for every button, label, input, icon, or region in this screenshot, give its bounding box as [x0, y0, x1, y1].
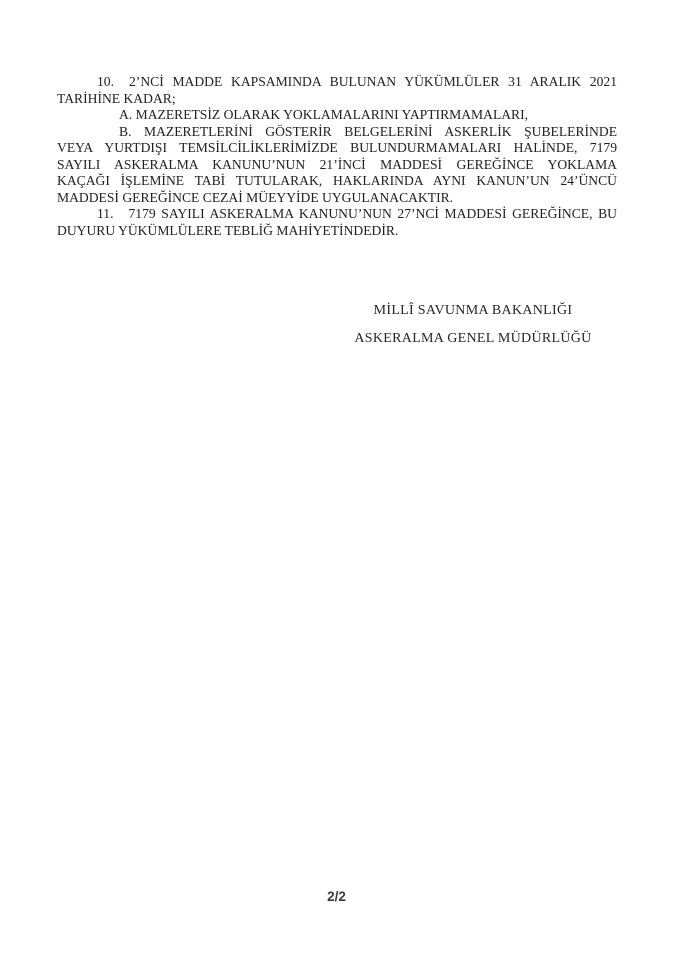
line-text: 7179 SAYILI ASKERALMA KANUNU’NUN 27’NCİ MADDESİ GEREĞİNCE, BU [128, 206, 617, 221]
document-line [57, 140, 617, 157]
document-line [57, 173, 617, 190]
document-line [57, 223, 617, 240]
line-text: SAYILI ASKERALMA KANUNU’NUN 21’İNCİ MADDESİ GEREĞİNCE YOKLAMA [57, 156, 617, 172]
document-line [57, 74, 617, 91]
document-body [57, 74, 617, 239]
document-line [57, 124, 617, 141]
line-text: MADDESİ GEREĞİNCE CEZAİ MÜEYYİDE UYGULANACAKTIR. [57, 189, 454, 205]
line-text: VEYA YURTDIŞI TEMSİLCİLİKLERİMİZDE BULUNDURMAMALARI HALİNDE, 7179 [57, 140, 617, 155]
signature-directorate-name: ASKERALMA GENEL MÜDÜRLÜĞÜ [354, 330, 592, 346]
document-line [57, 190, 617, 207]
document-line [57, 157, 617, 174]
signature-block [337, 297, 609, 352]
line-text: 2’NCİ MADDE KAPSAMINDA BULUNAN YÜKÜMLÜLER 31 ARALIK 2021 [129, 74, 617, 89]
line-text: B. MAZERETLERİNİ GÖSTERİR BELGELERİNİ ASKERLİK ŞUBELERİNDE [119, 123, 617, 139]
signature-authority-name: MİLLÎ SAVUNMA BAKANLIĞI [373, 303, 573, 318]
line-text: TARİHİNE KADAR; [57, 90, 176, 106]
line-text: A. MAZERETSİZ OLARAK YOKLAMALARINI YAPTIRMAMALARI, [119, 107, 529, 122]
line-text: KAÇAĞI İŞLEMİNE TABİ TUTULARAK, HAKLARINDA AYNI KANUN’UN 24’ÜNCÜ [57, 173, 617, 188]
paragraph-number: 11. [97, 206, 114, 221]
document-line [57, 91, 617, 108]
line-text: DUYURU YÜKÜMLÜLERE TEBLİĞ MAHİYETİNDEDİR. [57, 222, 399, 238]
paragraph-number: 10. [97, 74, 114, 89]
document-line [57, 107, 617, 124]
page-number: 2/2 [327, 889, 346, 904]
document-line [57, 206, 617, 223]
